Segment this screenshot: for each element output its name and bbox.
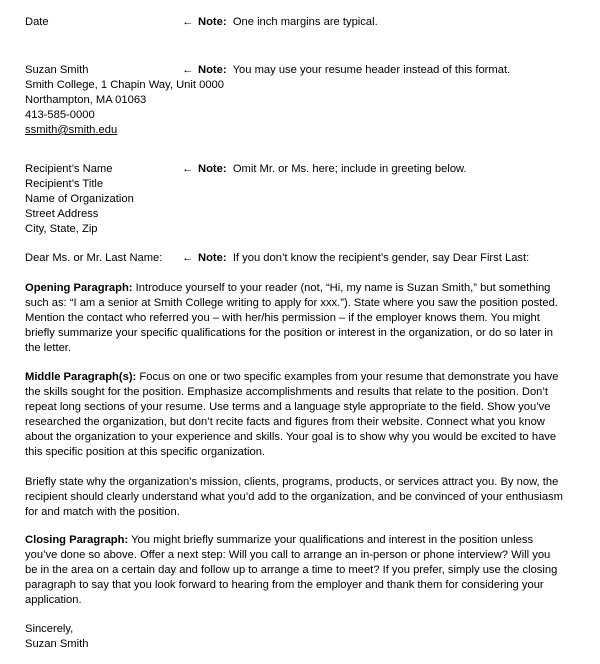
left-arrow-icon: ← [182, 64, 194, 76]
paragraph-line: about the organization to your experience and skills. Your goal is to show why you would be excited to have [25, 431, 557, 443]
recipient-street: Street Address [25, 208, 99, 220]
sender-name: Suzan Smith [25, 64, 89, 76]
opening-paragraph [25, 281, 573, 356]
recipient-block [25, 162, 134, 237]
paragraph-line: briefly summarize your specific qualifications for the position or interest in the organization, or do so later in [25, 327, 553, 339]
paragraph-line: such as: “I am a senior at Smith College writing to apply for xxx.”). State where you saw the position posted. [25, 297, 558, 309]
paragraph-line: application. [25, 594, 82, 606]
note-recipient [182, 162, 467, 177]
note-label: Note: [198, 163, 227, 175]
note-label: Note: [198, 64, 227, 76]
note-header [182, 63, 510, 78]
paragraph-line: repeat long sections of your resume. Use terms and a language style appropriate to the field. Show you’ve [25, 401, 551, 413]
recipient-city: City, State, Zip [25, 223, 98, 235]
paragraph-line: this specific position at this specific organization. [25, 446, 266, 458]
sender-address-2: Northampton, MA 01063 [25, 94, 147, 106]
note-label: Note: [198, 16, 227, 28]
paragraph-line: for and match with the position. [25, 506, 180, 518]
paragraph-line: you’ve done so above. Offer a next step: Will you call to arrange an in-person or phone interview? Will you [25, 549, 551, 561]
paragraph-line: the skills sought for the position. Emphasize accomplishments and results that relate to the position. Don’t [25, 386, 548, 398]
note-label: Note: [198, 252, 227, 264]
middle-label: Middle Paragraph(s): [25, 371, 137, 383]
paragraph-line: You might briefly summarize your qualifications and interest in the position unless [128, 534, 534, 546]
note-text: Omit Mr. or Ms. here; include in greeting below. [232, 163, 467, 175]
date-line: Date [25, 16, 49, 28]
closing-label: Closing Paragraph: [25, 534, 129, 546]
signature-name: Suzan Smith [25, 638, 89, 650]
left-arrow-icon: ← [182, 16, 194, 28]
paragraph-line: Mention the contact who referred you – with her/his permission – if the employer knows them. You might [25, 312, 540, 324]
closing-paragraph [25, 533, 573, 608]
note-text: One inch margins are typical. [232, 16, 378, 28]
opening-label: Opening Paragraph: [25, 282, 133, 294]
paragraph-line: Focus on one or two specific examples from your resume that demonstrate you have [136, 371, 559, 383]
recipient-org: Name of Organization [25, 193, 134, 205]
paragraph-line: Introduce yourself to your reader (not, “Hi, my name is Suzan Smith,” but something [132, 282, 551, 294]
paragraph-line: recipient should clearly understand what you’d add to the organization, and be convinced of your enthusiasm [25, 491, 563, 503]
paragraph-line: researched the organization, but don’t recite facts and figures from their website. Connect what you know [25, 416, 545, 428]
signoff-block [25, 622, 88, 652]
mission-paragraph [25, 475, 573, 520]
note-margins [182, 15, 378, 30]
paragraph-line: be in the area on a certain day and follow up to arrange a time to meet? If you prefer, simply use the closing [25, 564, 558, 576]
note-text: If you don’t know the recipient’s gender, say Dear First Last: [232, 252, 530, 264]
salutation: Dear Ms. or Mr. Last Name: [25, 252, 163, 264]
note-text: You may use your resume header instead of this format. [232, 64, 511, 76]
note-greeting [182, 251, 529, 266]
middle-paragraph [25, 370, 573, 460]
paragraph-line: the letter. [25, 342, 72, 354]
sender-address-1: Smith College, 1 Chapin Way, Unit 0000 [25, 79, 224, 91]
left-arrow-icon: ← [182, 252, 194, 264]
left-arrow-icon: ← [182, 163, 194, 175]
sincerely-text: Sincerely, [25, 623, 74, 635]
sender-phone: 413-585-0000 [25, 109, 95, 121]
recipient-title: Recipient’s Title [25, 178, 104, 190]
paragraph-line: paragraph to say that you look forward to hearing from the employer and thank them for considering your [25, 579, 544, 591]
sender-email-link[interactable]: ssmith@smith.edu [25, 124, 118, 136]
recipient-name: Recipient’s Name [25, 163, 113, 175]
paragraph-line: Briefly state why the organization’s mission, clients, programs, products, or services attract you. By now, the [25, 476, 559, 488]
